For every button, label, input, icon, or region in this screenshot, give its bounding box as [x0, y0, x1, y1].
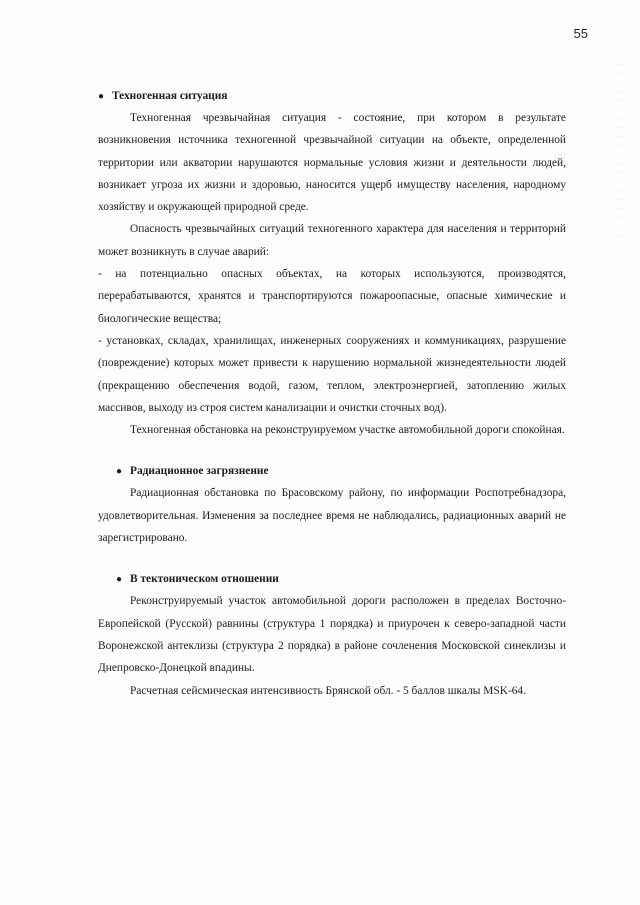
- paragraph: Техногенная обстановка на реконструируемом участке автомобильной дороги спокойная.: [130, 424, 565, 437]
- paragraph: Опасность чрезвычайных ситуаций техногенного характера для населения и территорий может возникнуть в случае аварий:: [98, 223, 566, 258]
- section-heading-text: В тектоническом отношении: [130, 573, 279, 586]
- list-item: - на потенциально опасных объектах, на которых используются, производятся, перерабатываются, хранятся и транспортируются пожароопасные, опасные химические и биологические вещества;: [98, 268, 566, 325]
- bullet-icon: ●: [98, 91, 105, 102]
- paragraph: Реконструируемый участок автомобильной дороги расположен в пределах Восточно-Европейской (Русской) равнины (структура 1 порядка) и приурочен к северо-западной части Воронежской антеклизы (структура 2 порядка) в районе сочленения Московской синеклизы и Днепровско-Донецкой впадины.: [98, 595, 566, 675]
- paragraph: Расчетная сейсмическая интенсивность Брянской обл. - 5 баллов шкалы MSK-64.: [130, 684, 526, 697]
- section-heading: [98, 86, 566, 107]
- section-heading: [98, 569, 566, 590]
- section-heading: [98, 461, 566, 482]
- bullet-icon: ●: [116, 466, 123, 478]
- scan-artifact: [610, 60, 632, 240]
- paragraph: Радиационная обстановка по Брасовскому району, по информации Роспотребнадзора, удовлетворительная. Изменения за последнее время не наблюдались, радиационных аварий не зарегистрировано.: [98, 487, 566, 545]
- list-item: - установках, складах, хранилищах, инженерных сооружениях и коммуникациях, разрушение (повреждение) которых может привести к нарушению нормальной жизнедеятельности людей (прекращению обеспечения водой, газом, теплом, электроэнергией, затоплению жилых массивов, выходу из строя систем канализации и очистки сточных вод).: [98, 334, 566, 414]
- section-heading-text: Радиационное загрязнение: [130, 465, 269, 478]
- page-number: 55: [573, 26, 588, 41]
- section-heading-text: Техногенная ситуация: [112, 90, 228, 102]
- section-radiation: [98, 461, 566, 549]
- section-tectonic: [98, 569, 566, 701]
- paragraph: Техногенная чрезвычайная ситуация - состояние, при котором в результате возникновения источника техногенной чрезвычайной ситуации на объекте, определенной территории или акватории нарушаются нормальные условия жизни и деятельности людей, возникает угроза их жизни и здоровью, наносится ущерб имуществу населения, народному хозяйству и окружающей природной среде.: [98, 112, 566, 214]
- section-technogenic: [98, 86, 566, 441]
- bullet-icon: ●: [116, 574, 123, 586]
- page-content: [98, 86, 566, 702]
